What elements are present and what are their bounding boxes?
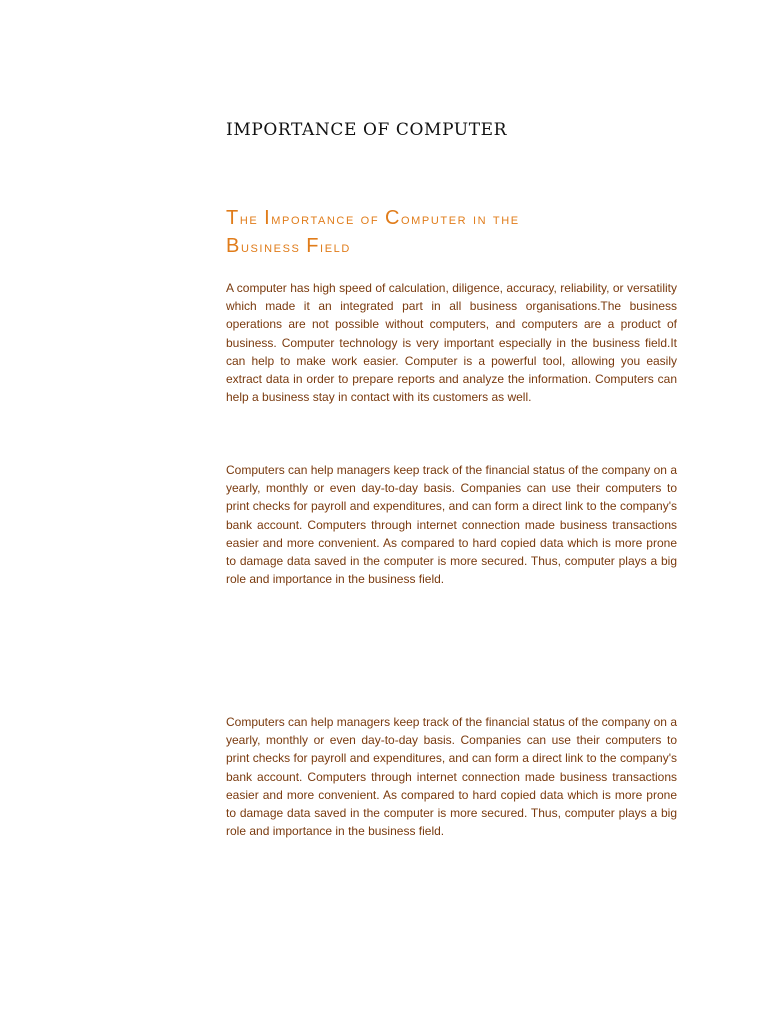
heading-initial: B bbox=[226, 235, 241, 257]
heading-text: he bbox=[239, 211, 265, 228]
document-title: IMPORTANCE OF COMPUTER bbox=[226, 120, 508, 140]
section-heading bbox=[226, 205, 646, 261]
heading-initial: T bbox=[226, 207, 240, 229]
body-paragraph: A computer has high speed of calculation, diligence, accuracy, reliability, or versatility which made it an integrated part in all business organisations.The business operations are not possible without computers, and computers are a product of business. Computer technology is very important especially in the business field.It can help to make work easier. Computer is a powerful tool, allowing you easily extract data in order to prepare reports and analyze the information. Computers can help a business stay in contact with its customers as well. bbox=[226, 281, 677, 405]
body-paragraph: Computers can help managers keep track of the financial status of the company on a yearly, monthly or even day-to-day basis. Companies can use their computers to print checks for payroll and expenditures, and can form a direct link to the company's bank account. Computers through internet connection made business transactions easier and more convenient. As compared to hard copied data which is more prone to damage data saved in the computer is more secured. Thus, computer plays a big role and importance in the business field. bbox=[226, 463, 677, 587]
heading-text: usiness bbox=[240, 239, 307, 256]
heading-initial: F bbox=[306, 235, 321, 257]
heading-initial: I bbox=[264, 207, 272, 229]
heading-text: mportance of bbox=[271, 211, 385, 228]
heading-text: omputer in the bbox=[400, 211, 520, 228]
body-paragraph: Computers can help managers keep track of the financial status of the company on a yearly, monthly or even day-to-day basis. Companies can use their computers to print checks for payroll and expenditures, and can form a direct link to the company's bank account. Computers through internet connection made business transactions easier and more convenient. As compared to hard copied data which is more prone to damage data saved in the computer is more secured. Thus, computer plays a big role and importance in the business field. bbox=[226, 715, 677, 839]
heading-text: ield bbox=[320, 239, 351, 256]
heading-initial: C bbox=[384, 207, 401, 229]
